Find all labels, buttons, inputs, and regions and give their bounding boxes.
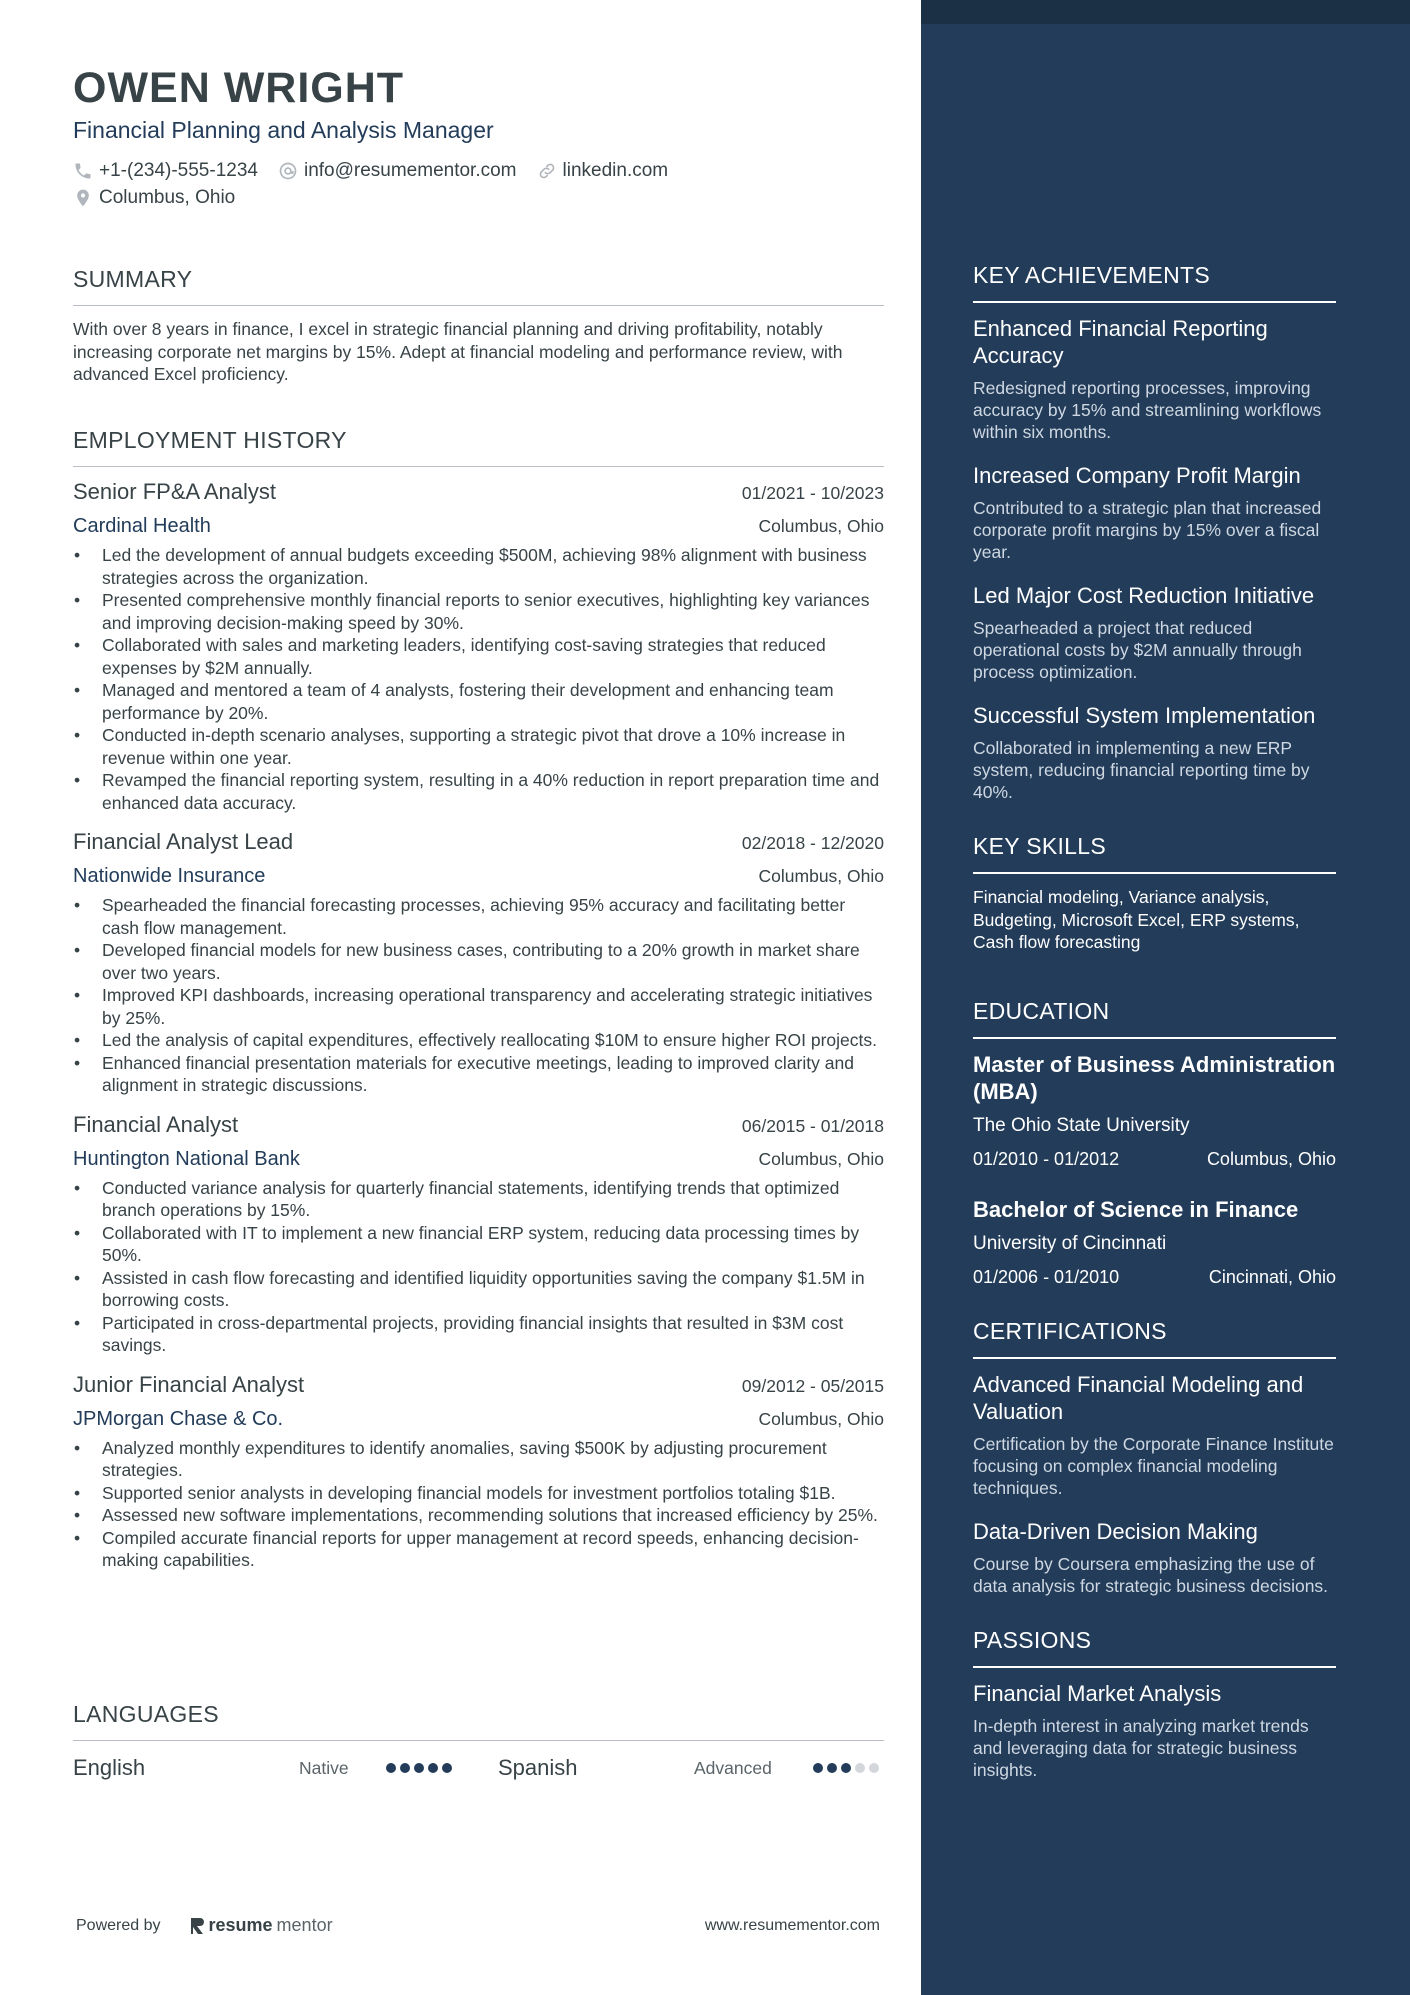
job-entry [73,1372,884,1572]
certification-title: Data-Driven Decision Making [973,1518,1258,1544]
footer [76,1915,880,1936]
summary-heading: SUMMARY [73,266,884,306]
bullet-item: • Led the development of annual budgets exceeding $500M, achieving 98% alignment with business strategies across the organization. [73,544,884,589]
contact-email[interactable] [278,160,517,182]
rating-dot-filled [386,1763,396,1773]
sidebar [921,0,1410,1995]
bullet-item: • Improved KPI dashboards, increasing operational transparency and accelerating strategic initiatives by 25%. [73,984,884,1029]
achievement-title: Led Major Cost Reduction Initiative [973,583,1315,608]
bullet-item: • Led the analysis of capital expenditures, effectively reallocating $10M to ensure higher ROI projects. [73,1029,884,1052]
achievement-desc: Spearheaded a project that reduced operational costs by $2M annually through process optimization. [973,618,1302,682]
rating-dot-empty [869,1763,879,1773]
education-school: The Ohio State University [973,1114,1190,1136]
education-dates: 01/2006 - 01/2010 [973,1266,1120,1287]
language-level: Advanced [694,1757,772,1778]
education-meta [973,1267,1336,1288]
at-icon [278,161,298,181]
bullet-item: • Managed and mentored a team of 4 analysts, fostering their development and enhancing team performance by 20%. [73,679,884,724]
job-dates: 02/2018 - 12/2020 [741,833,884,853]
bullet-item: • Assisted in cash flow forecasting and identified liquidity opportunities saving the company $1.5M in borrowing costs. [73,1267,884,1312]
achievements-heading: KEY ACHIEVEMENTS [973,262,1336,303]
education-heading: EDUCATION [973,998,1336,1039]
job-company: Nationwide Insurance [73,865,266,887]
logo-mark-icon [189,1916,205,1936]
bullet-item: • Developed financial models for new business cases, contributing to a 20% growth in market share over two years. [73,939,884,984]
contact-row-2 [73,187,235,209]
employment-heading: EMPLOYMENT HISTORY [73,427,884,467]
education-location: Cincinnati, Ohio [1208,1266,1336,1287]
job-dates: 06/2015 - 01/2018 [741,1115,884,1136]
education-section [973,998,1336,1288]
sidebar-top-band [921,0,1410,24]
job-company: JPMorgan Chase & Co. [73,1407,284,1430]
rating-dot-filled [841,1763,851,1773]
job-location: Columbus, Ohio [758,516,884,536]
powered-by [76,1915,333,1936]
job-location: Columbus, Ohio [758,866,884,886]
powered-by-label: Powered by [76,1916,161,1934]
language-name: English [73,1755,146,1780]
job-role: Junior Financial Analyst [73,1371,305,1397]
job-dates: 09/2012 - 05/2015 [741,1375,884,1396]
language-level: Native [299,1757,349,1778]
language-rating [813,1763,879,1773]
bullet-item: • Conducted in-depth scenario analyses, supporting a strategic pivot that drove a 10% increase in revenue within one year. [73,724,884,769]
achievement-title: Enhanced Financial Reporting Accuracy [973,316,1268,368]
skills-heading: KEY SKILLS [973,833,1336,874]
job-role: Financial Analyst [73,1111,239,1137]
bullet-item: • Conducted variance analysis for quarterly financial statements, identifying trends that optimized branch operations by 15%. [73,1177,884,1222]
education-location: Columbus, Ohio [1206,1148,1336,1169]
rating-dot-filled [442,1763,452,1773]
education-degree: Bachelor of Science in Finance [973,1196,1299,1222]
passion-desc: In-depth interest in analyzing market trends and leveraging data for strategic business insights. [973,1715,1309,1780]
skills-section [973,833,1336,954]
link-icon [537,161,557,181]
passion-title: Financial Market Analysis [973,1680,1222,1706]
bullet-item: • Supported senior analysts in developing financial models for investment portfolios totaling $1B. [73,1482,884,1505]
certification-title: Advanced Financial Modeling and Valuation [973,1371,1304,1424]
job-role: Senior FP&A Analyst [73,479,276,504]
certifications-heading: CERTIFICATIONS [973,1318,1336,1359]
logo-text-light: mentor [276,1915,333,1935]
location-pin-icon [73,188,93,208]
passions-section [973,1627,1336,1781]
rating-dot-filled [414,1763,424,1773]
job-bullets [73,894,884,1097]
job-dates: 01/2021 - 10/2023 [741,483,884,503]
skills-text: Financial modeling, Variance analysis, Budgeting, Microsoft Excel, ERP systems, Cash flow forecasting [973,887,1300,952]
job-entry [73,479,884,814]
rating-dot-filled [827,1763,837,1773]
bullet-item: • Compiled accurate financial reports for upper management at record speeds, enhancing decision-making capabilities. [73,1527,884,1572]
rating-dot-filled [400,1763,410,1773]
linkedin-text: linkedin.com [562,160,669,181]
education-degree: Master of Business Administration (MBA) [973,1051,1336,1104]
website-link[interactable]: www.resumementor.com [704,1916,880,1934]
certification-desc: Course by Coursera emphasizing the use of data analysis for strategic business decisions. [973,1553,1329,1596]
phone-icon [73,161,93,181]
resumementor-logo[interactable] [189,1915,333,1936]
job-role: Financial Analyst Lead [73,829,294,854]
education-meta [973,1149,1336,1170]
email-text: info@resumementor.com [303,160,517,181]
job-bullets [73,1437,884,1572]
bullet-item: • Enhanced financial presentation materials for executive meetings, leading to improved clarity and alignment in strategic discussions. [73,1052,884,1097]
bullet-item: • Collaborated with sales and marketing leaders, identifying cost-saving strategies that reduced expenses by $2M annually. [73,634,884,679]
bullet-item: • Analyzed monthly expenditures to identify anomalies, saving $500K by adjusting procurement strategies. [73,1437,884,1482]
contact-linkedin[interactable] [537,160,669,182]
bullet-item: • Collaborated with IT to implement a new financial ERP system, reducing data processing times by 50%. [73,1222,884,1267]
job-entry [73,829,884,1097]
location-text: Columbus, Ohio [99,187,236,208]
job-location: Columbus, Ohio [758,1148,884,1169]
achievement-desc: Redesigned reporting processes, improving accuracy by 15% and streamlining workflows within six months. [973,378,1322,442]
achievement-title: Increased Company Profit Margin [973,463,1301,488]
job-location: Columbus, Ohio [758,1408,884,1429]
bullet-item: • Presented comprehensive monthly financial reports to senior executives, highlighting key variances and improving decision-making speed by 30%. [73,589,884,634]
achievement-desc: Collaborated in implementing a new ERP system, reducing financial reporting time by 40%. [973,738,1310,802]
rating-dot-empty [855,1763,865,1773]
bullet-item: • Revamped the financial reporting system, resulting in a 40% reduction in report preparation time and enhanced data accuracy. [73,769,884,814]
certification-desc: Certification by the Corporate Finance Institute focusing on complex financial modeling techniques. [973,1433,1334,1498]
candidate-title: Financial Planning and Analysis Manager [73,117,494,143]
summary-section [73,266,884,386]
contact-location [73,187,235,209]
sidebar-content [973,262,1336,1825]
phone-text: +1-(234)-555-1234 [99,160,258,181]
job-bullets [73,1177,884,1357]
languages-row [73,1753,884,1783]
achievement-title: Successful System Implementation [973,703,1316,728]
summary-text: With over 8 years in finance, I excel in strategic financial planning and driving profitability, notably increasing corporate net margins by 15%. Adept at financial modeling and performance review, with advanced Excel proficiency. [73,319,843,384]
job-company: Cardinal Health [73,515,211,537]
certifications-section [973,1318,1336,1597]
job-entry [73,1112,884,1357]
contact-row [73,160,668,182]
education-school: University of Cincinnati [973,1232,1167,1254]
rating-dot-filled [813,1763,823,1773]
logo-text-bold: resume [208,1915,273,1935]
candidate-name: OWEN WRIGHT [73,64,405,112]
language-rating [386,1763,498,1773]
bullet-item: • Assessed new software implementations, recommending solutions that increased efficiency by 25%. [73,1504,884,1527]
education-dates: 01/2010 - 01/2012 [973,1148,1120,1169]
achievement-desc: Contributed to a strategic plan that increased corporate profit margins by 15% over a fiscal year. [973,498,1322,562]
rating-dot-filled [428,1763,438,1773]
languages-section [73,1701,884,1783]
bullet-item: • Participated in cross-departmental projects, providing financial insights that resulted in $3M cost savings. [73,1312,884,1357]
achievements-section [973,262,1336,803]
passions-heading: PASSIONS [973,1627,1336,1668]
job-company: Huntington National Bank [73,1147,300,1170]
language-name: Spanish [498,1755,578,1780]
employment-section [73,427,884,1587]
job-bullets [73,544,884,814]
bullet-item: • Spearheaded the financial forecasting processes, achieving 95% accuracy and facilitating better cash flow management. [73,894,884,939]
languages-heading: LANGUAGES [73,1701,884,1741]
contact-phone[interactable] [73,160,258,182]
